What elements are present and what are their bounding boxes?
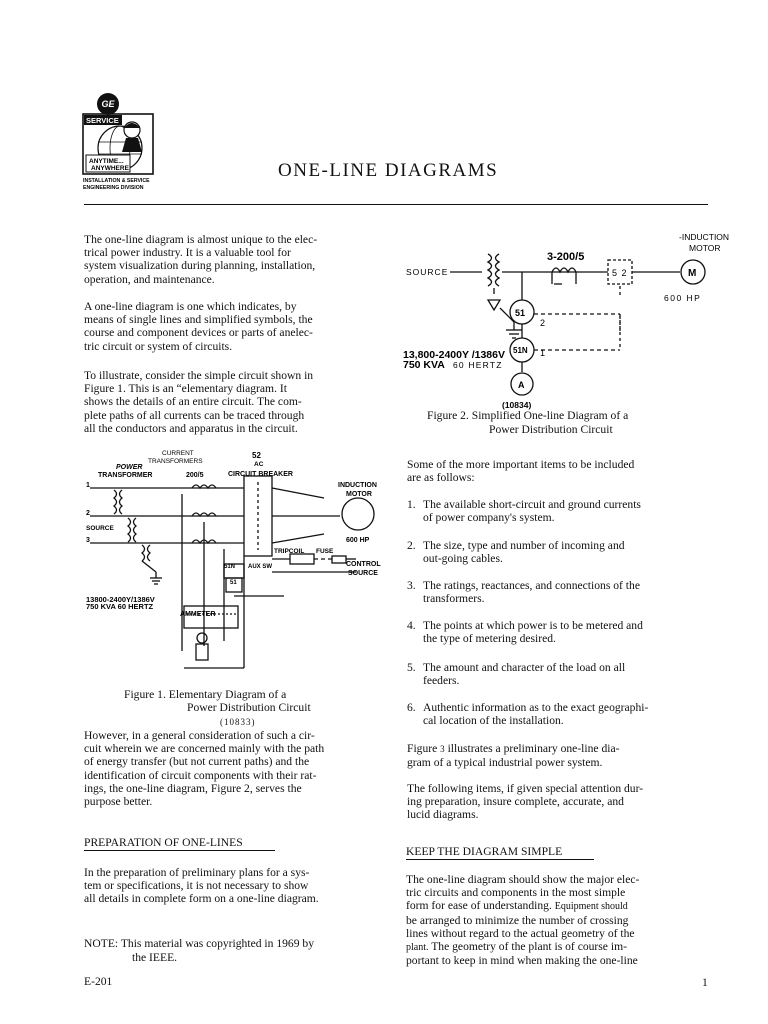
fig2-num1-label: 1 [540, 348, 546, 358]
fig1-power-label: POWER [116, 464, 143, 471]
figure-3-number: 3 [440, 744, 445, 754]
fig2-induction-label: -INDUCTION [679, 232, 730, 242]
logo-graphic [80, 92, 160, 197]
intro-paragraph-2: A one-line diagram is one which indicates, by means of single lines and simplified symbols, the course and component devices or parts of anelec- tric circuit or system of circuits. [84, 300, 313, 353]
list-item-number: 3. [407, 579, 416, 592]
list-item-number: 6. [407, 701, 416, 714]
fig1-kva-label: 750 KVA 60 HERTZ [86, 602, 154, 611]
logo-anywhere: ANYWHERE [91, 165, 129, 172]
figure-1-code: (10833) [220, 717, 256, 727]
fig2-breaker-label: 5 2 [612, 268, 628, 278]
figure-3-paragraph: Figure 3 illustrates a preliminary one-line dia- gram of a typical industrial power system. [407, 742, 620, 770]
fig2-motor-symbol: M [688, 268, 697, 279]
fig1-phase2-label: 2 [86, 510, 90, 517]
figure-1-elementary-diagram [84, 446, 388, 686]
preparation-heading-rule [84, 850, 275, 851]
list-item: 5. The amount and character of the load on all feeders. [407, 661, 626, 687]
preparation-heading: PREPARATION OF ONE-LINES [84, 836, 243, 849]
list-item: 1. The available short-circuit and ground currents of power company's system. [407, 498, 641, 524]
fig1-breaker-label: CIRCUIT BREAKER [228, 471, 293, 478]
fig2-kva-bold: 750 KVA [403, 359, 445, 371]
following-paragraph: The following items, if given special attention dur- ing preparation, insure complete, accurate, and lucid diagrams. [407, 782, 644, 822]
page-title: ONE-LINE DIAGRAMS [278, 160, 499, 181]
list-item-number: 5. [407, 661, 416, 674]
fig2-motor-label: MOTOR [689, 243, 721, 253]
list-item: 6. Authentic information as to the exact geographi- cal location of the installation. [407, 701, 649, 727]
fig2-51-label: 51 [515, 308, 526, 318]
page-number: 1 [702, 976, 708, 989]
however-paragraph: However, in a general consideration of such a cir- cuit wherein we are concerned mainly with the path of energy transfer (but not current paths) and the identification of circuit components with their rat- ings, the one-line diagram, Figure 2, serves the purpose better. [84, 729, 325, 809]
list-item-number: 4. [407, 619, 416, 632]
fig1-ac-label: AC [254, 461, 264, 468]
fig1-auxsw-label: AUX SW [248, 564, 272, 570]
fig2-voltage-label: 13,800-2400Y /1386V [403, 349, 505, 361]
intro-paragraph-1: The one-line diagram is almost unique to the elec- trical power industry. It is a valuable tool for system visualization during planning, installation, operation, and maintenance. [84, 233, 318, 286]
fig2-code: (10834) [502, 400, 532, 410]
fig1-source-label: SOURCE [86, 525, 114, 532]
fig1-ct-ratio-label: 200/5 [186, 472, 204, 479]
preparation-paragraph: In the preparation of preliminary plans for a sys- tem or specifications, it is not necessary to show all details in complete form on a one-line diagram. [84, 866, 319, 906]
list-item-number: 1. [407, 498, 416, 511]
fig1-tripcoil-label: TRIPCOIL [274, 548, 305, 555]
list-item: 4. The points at which power is to be metered and the type of metering desired. [407, 619, 643, 645]
logo-division-1: INSTALLATION & SERVICE [83, 178, 150, 184]
fig1-51n-label: 51N [224, 564, 236, 570]
fig2-hp-label: 600 HP [664, 293, 702, 303]
keep-simple-paragraph: The one-line diagram should show the major elec- tric circuits and components in the most simple form for ease of understanding. Equipment should be arranged to minimize the number of crossing lines without regard to the actual geometry of the plant. The geometry of the plant is of course im- portant to keep in mind when making the one-line [406, 873, 640, 968]
figure-2-drawing [402, 228, 730, 410]
fig1-fuse-label: FUSE [316, 548, 334, 555]
list-item-number: 2. [407, 539, 416, 552]
fig1-induction-label: INDUCTION [338, 482, 377, 489]
copyright-note-line-1: NOTE: This material was copyrighted in 1969 by [84, 937, 315, 950]
figure-2-one-line-diagram [402, 228, 730, 410]
fig2-ammeter-symbol: A [518, 380, 525, 390]
figure-1-caption-line-2: Power Distribution Circuit [187, 701, 311, 714]
title-rule [84, 204, 708, 205]
fig2-ct-label: 3-200/5 [547, 251, 585, 263]
fig1-52-label: 52 [252, 451, 261, 460]
fig1-ammeter-label: AMMETER [180, 611, 216, 618]
keep-simple-heading-rule [406, 859, 594, 860]
figure-1-caption-line-1: Figure 1. Elementary Diagram of a [124, 688, 287, 701]
list-item: 3. The ratings, reactances, and connections of the transformers. [407, 579, 640, 605]
copyright-note-line-2: the IEEE. [132, 951, 178, 964]
ge-service-logo [80, 92, 160, 197]
fig2-51n-label: 51N [513, 346, 528, 355]
fig1-phase3-label: 3 [86, 537, 90, 544]
fig1-transformer-label: TRANSFORMER [98, 472, 153, 479]
fig1-voltage-label: 13800-2400Y/1386V [86, 595, 155, 604]
fig2-source-label: SOURCE [406, 267, 449, 277]
fig1-current-label: CURRENT [162, 450, 194, 457]
fig1-phase1-label: 1 [86, 482, 90, 489]
logo-service-text: SERVICE [86, 116, 119, 125]
fig2-num2-label: 2 [540, 318, 546, 328]
fig1-hp-label: 600 HP [346, 537, 370, 544]
fig1-control-label: CONTROL [346, 561, 381, 568]
fig1-control-source-label: SOURCE [348, 570, 378, 577]
fig2-kva-rest: 60 HERTZ [453, 360, 503, 370]
figure-1-drawing [84, 446, 388, 686]
items-intro-paragraph: Some of the more important items to be included are as follows: [407, 458, 635, 485]
svg-text:GE: GE [101, 99, 115, 109]
logo-anytime: ANYTIME... [89, 158, 124, 165]
list-item: 2. The size, type and number of incoming and out-going cables. [407, 539, 625, 565]
document-code: E-201 [84, 975, 113, 988]
figure-2-caption-line-1: Figure 2. Simplified One-line Diagram of a [427, 409, 629, 422]
figure-2-caption-line-2: Power Distribution Circuit [489, 423, 613, 436]
logo-division-2: ENGINEERING DIVISION [83, 185, 144, 191]
intro-paragraph-3: To illustrate, consider the simple circuit shown in Figure 1. This is an “elementary diagram. It shows the details of an entire circuit. The com- plete paths of all currents can be traced through all the conductors and apparatus in the circuit. [84, 369, 314, 435]
fig1-motor-label: MOTOR [346, 491, 372, 498]
fig1-transformers-label: TRANSFORMERS [148, 458, 203, 465]
fig1-51-label: 51 [230, 580, 237, 586]
keep-simple-heading: KEEP THE DIAGRAM SIMPLE [406, 845, 563, 858]
